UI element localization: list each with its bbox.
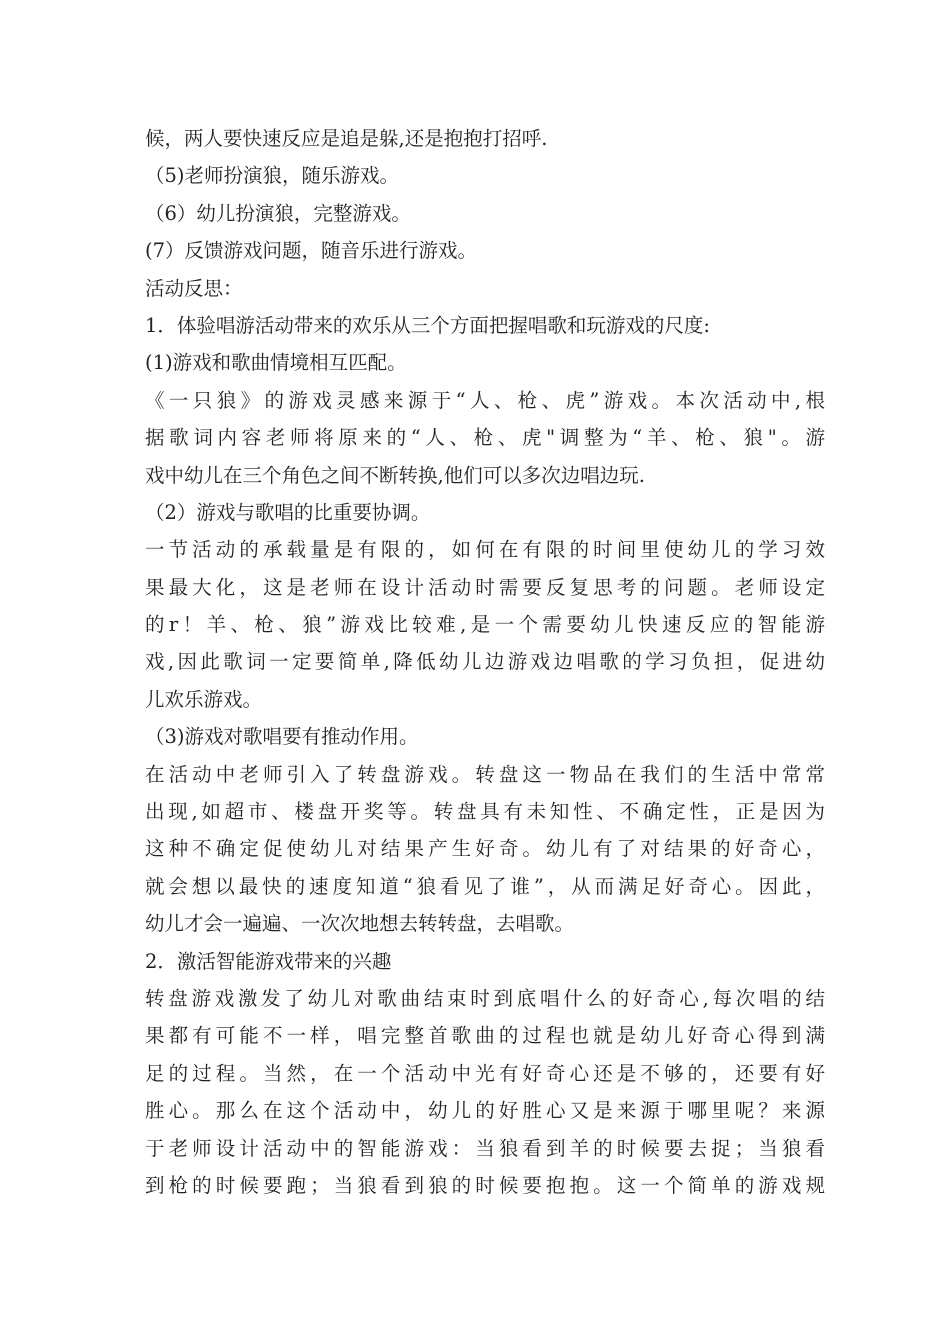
text-line: 《一只狼》的游戏灵感来源于“人、枪、虎”游戏。本次活动中,根	[145, 388, 825, 412]
text-line: 戏中幼儿在三个角色之间不断转换,他们可以多次边唱边玩.	[145, 463, 645, 487]
text-line: 据歌词内容老师将原来的“人、枪、虎"调整为“羊、枪、狼"。游	[145, 426, 825, 450]
text-line: 到枪的时候要跑；当狼看到狼的时候要抱抱。这一个简单的游戏规	[145, 1173, 825, 1197]
text-line: 戏,因此歌词一定要简单,降低幼儿边游戏边唱歌的学习负担，促进幼	[145, 650, 825, 674]
text-line: 果最大化，这是老师在设计活动时需要反复思考的问题。老师设定	[145, 575, 825, 599]
text-line: 出现,如超市、楼盘开奖等。转盘具有未知性、不确定性，正是因为	[145, 800, 825, 824]
text-line: 这种不确定促使幼儿对结果产生好奇。幼儿有了对结果的好奇心，	[145, 837, 825, 861]
text-line: 在活动中老师引入了转盘游戏。转盘这一物品在我们的生活中常常	[145, 762, 825, 786]
text-line: (1)游戏和歌曲情境相互匹配。	[145, 351, 407, 375]
text-line: （3)游戏对歌唱要有推动作用。	[145, 725, 419, 749]
text-line: 2．激活智能游戏带来的兴趣	[145, 949, 392, 973]
text-line: 胜心。那么在这个活动中，幼儿的好胜心又是来源于哪里呢？来源	[145, 1099, 825, 1123]
document-body	[145, 120, 825, 1204]
text-line: 的r！羊、枪、狼”游戏比较难,是一个需要幼儿快速反应的智能游	[145, 613, 825, 637]
text-line: 转盘游戏激发了幼儿对歌曲结束时到底唱什么的好奇心,每次唱的结	[145, 986, 825, 1010]
text-line: 儿欢乐游戏。	[145, 687, 263, 711]
text-line: （6）幼儿扮演狼，完整游戏。	[145, 201, 411, 225]
text-line: 足的过程。当然，在一个活动中光有好奇心还是不够的，还要有好	[145, 1061, 825, 1085]
text-line: 一节活动的承载量是有限的，如何在有限的时间里使幼儿的学习效	[145, 538, 825, 562]
text-line: 1．体验唱游活动带来的欢乐从三个方面把握唱歌和玩游戏的尺度:	[145, 313, 710, 337]
text-line: 果都有可能不一样，唱完整首歌曲的过程也就是幼儿好奇心得到满	[145, 1024, 825, 1048]
text-line: 于老师设计活动中的智能游戏：当狼看到羊的时候要去捉；当狼看	[145, 1136, 825, 1160]
text-line: 候，两人要快速反应是追是躲,还是抱抱打招呼.	[145, 127, 548, 150]
text-line: 活动反思：	[145, 276, 243, 300]
text-line: 幼儿才会一遍遍、一次次地想去转转盘，去唱歌。	[145, 912, 575, 936]
text-line: 就会想以最快的速度知道“狼看见了谁”，从而满足好奇心。因此，	[145, 874, 825, 898]
text-line: （5)老师扮演狼，随乐游戏。	[145, 164, 400, 188]
text-line: （2）游戏与歌唱的比重要协调。	[145, 500, 431, 524]
text-line: (7）反馈游戏问题，随音乐进行游戏。	[145, 239, 478, 263]
